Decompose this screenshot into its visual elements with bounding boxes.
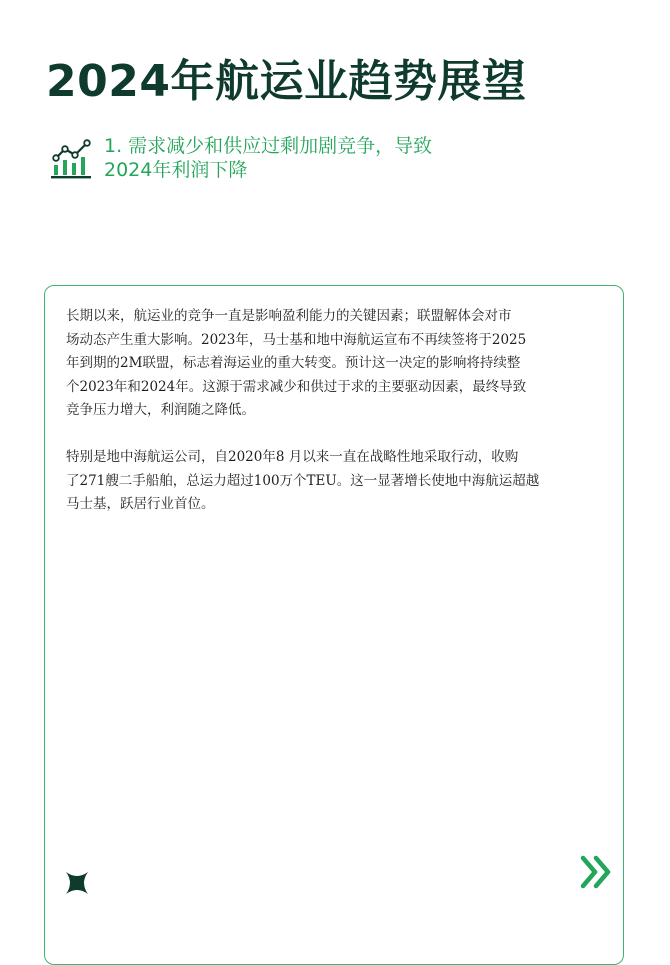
- body-paragraph: [66, 305, 614, 423]
- section-heading-line: 1. 需求减少和供应过剩加剧竞争，导致: [104, 135, 433, 157]
- page-title: 2024年航运业趋势展望: [46, 56, 527, 107]
- four-point-star-icon: [64, 870, 90, 896]
- paragraph-line: 场动态产生重大影响。2023年，马士基和地中海航运宣布不再续签将于2025: [66, 331, 527, 348]
- body-paragraph: [66, 446, 614, 517]
- bar-chart-trend-icon: [50, 136, 94, 180]
- paragraph-line: 年到期的2M联盟，标志着海运业的重大转变。预计这一决定的影响将持续整: [66, 355, 521, 371]
- double-chevron-right-icon[interactable]: [579, 854, 613, 890]
- paragraph-line: 马士基，跃居行业首位。: [66, 496, 215, 512]
- paragraph-line: 个2023年和2024年。这源于需求减少和供过于求的主要驱动因素，最终导致: [66, 378, 527, 395]
- section-heading: [104, 134, 534, 182]
- section-heading-line: 2024年利润下降: [104, 159, 248, 181]
- paragraph-line: 特别是地中海航运公司，自2020年8 月以来一直在战略性地采取行动，收购: [66, 449, 519, 465]
- paragraph-line: 了271艘二手船舶，总运力超过100万个TEU。这一显著增长使地中海航运超越: [66, 472, 540, 489]
- paragraph-line: 长期以来，航运业的竞争一直是影响盈利能力的关键因素；联盟解体会对市: [66, 308, 512, 324]
- paragraph-line: 竞争压力增大，利润随之降低。: [66, 402, 255, 418]
